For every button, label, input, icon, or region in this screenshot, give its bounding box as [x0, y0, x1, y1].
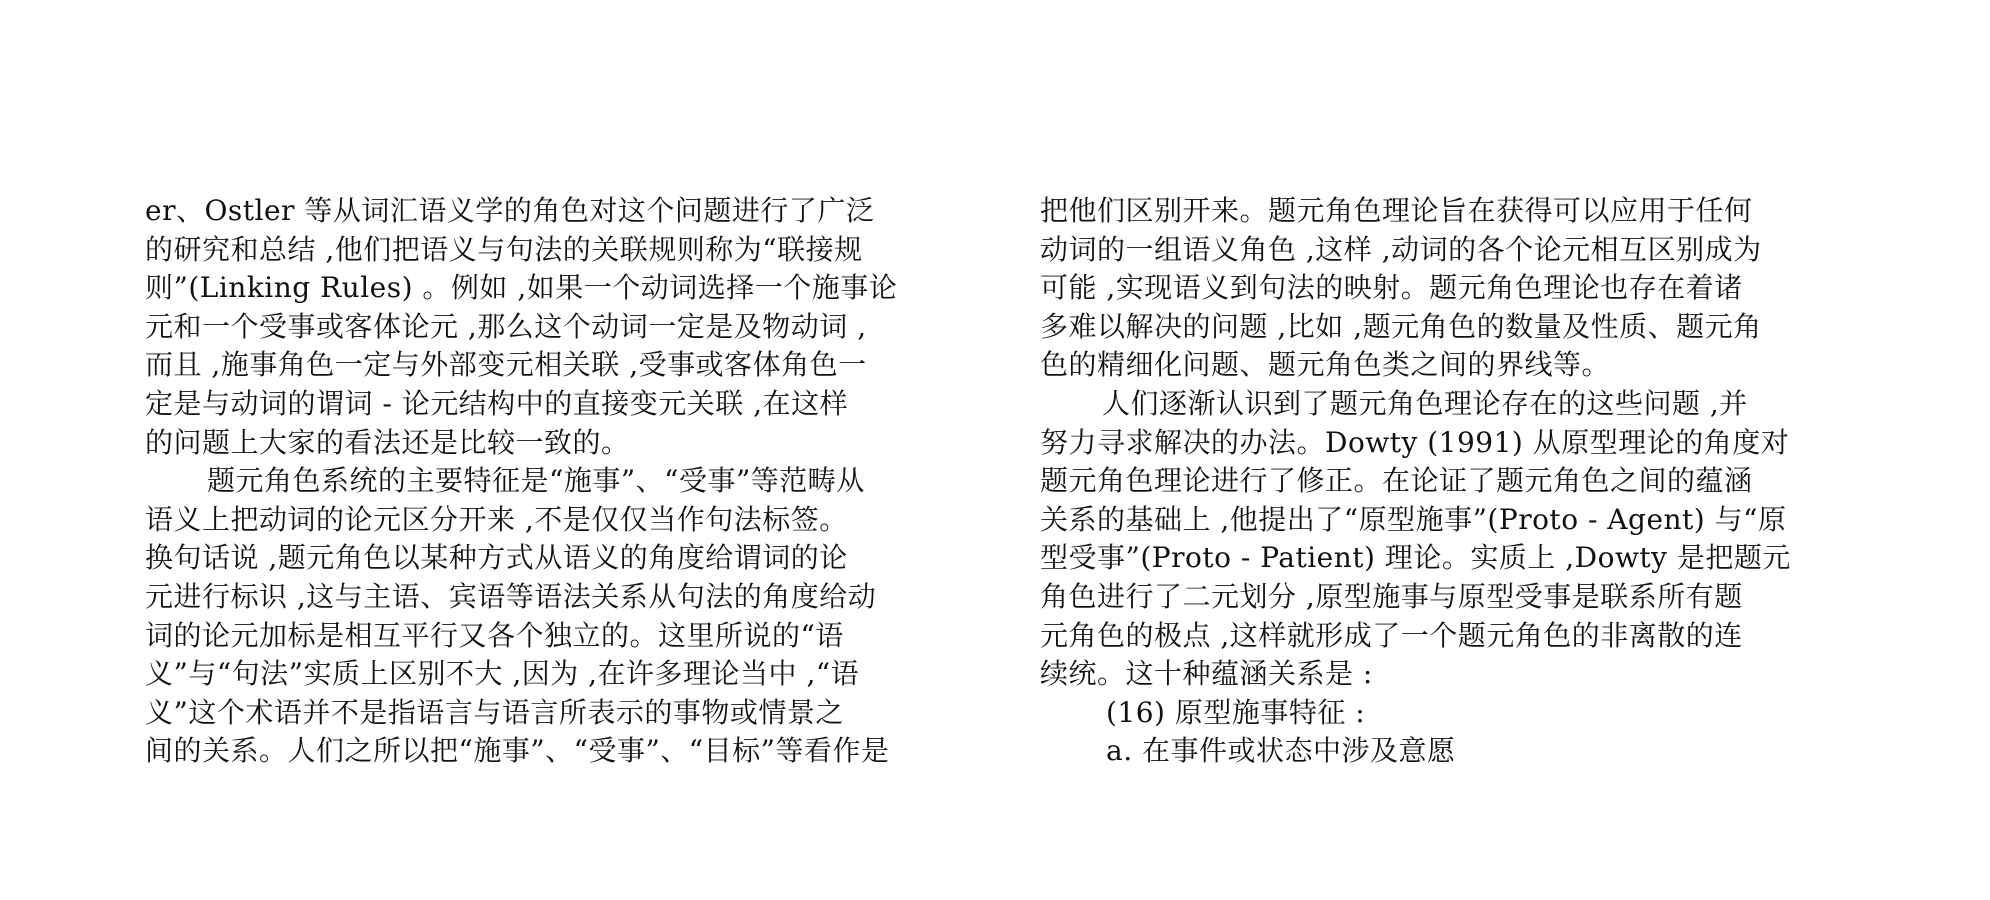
paragraph-first-line: 题元角色系统的主要特征是“施事”、“受事”等范畴从 — [207, 464, 865, 498]
text-line: 角色进行了二元划分 ,原型施事与原型受事是联系所有题 — [1040, 579, 1743, 613]
text-line: 续统。这十种蕴涵关系是 : — [1040, 657, 1373, 691]
text-line: 元和一个受事或客体论元 ,那么这个动词一定是及物动词 , — [145, 309, 867, 343]
text-line: 定是与动词的谓词 - 论元结构中的直接变元关联 ,在这样 — [145, 386, 849, 420]
text-line: 义”与“句法”实质上区别不大 ,因为 ,在许多理论当中 ,“语 — [145, 657, 860, 691]
text-line: 努力寻求解决的办法。Dowty (1991) 从原型理论的角度对 — [1040, 425, 1790, 459]
paragraph-first-line: 人们逐渐认识到了题元角色理论存在的这些问题 ,并 — [1102, 386, 1748, 420]
text-line: 的研究和总结 ,他们把语义与句法的关联规则称为“联接规 — [145, 232, 863, 266]
text-line: 则”(Linking Rules) 。例如 ,如果一个动词选择一个施事论 — [145, 271, 898, 305]
text-line: 色的精细化问题、题元角色类之间的界线等。 — [1040, 348, 1611, 382]
text-line: 的问题上大家的看法还是比较一致的。 — [145, 425, 630, 459]
text-line: 多难以解决的问题 ,比如 ,题元角色的数量及性质、题元角 — [1040, 309, 1762, 343]
example-heading: (16) 原型施事特征 : — [1106, 695, 1366, 729]
text-line: 可能 ,实现语义到句法的映射。题元角色理论也存在着诸 — [1040, 271, 1743, 305]
text-line: 把他们区别开来。题元角色理论旨在获得可以应用于任何 — [1040, 194, 1753, 227]
text-line: 型受事”(Proto - Patient) 理论。实质上 ,Dowty 是把题元 — [1040, 541, 1791, 575]
text-line: 元进行标识 ,这与主语、宾语等语法关系从句法的角度给动 — [145, 579, 877, 613]
text-line: 题元角色理论进行了修正。在论证了题元角色之间的蕴涵 — [1040, 464, 1753, 498]
text-line: 词的论元加标是相互平行又各个独立的。这里所说的“语 — [145, 618, 844, 652]
text-line: 动词的一组语义角色 ,这样 ,动词的各个论元相互区别成为 — [1040, 232, 1762, 266]
text-line: 而且 ,施事角色一定与外部变元相关联 ,受事或客体角色一 — [145, 348, 867, 382]
text-line: 关系的基础上 ,他提出了“原型施事”(Proto - Agent) 与“原 — [1040, 502, 1787, 536]
text-line: 间的关系。人们之所以把“施事”、“受事”、“目标”等看作是 — [145, 734, 890, 768]
text-line: 语义上把动词的论元区分开来 ,不是仅仅当作句法标签。 — [145, 502, 848, 536]
right-column — [1040, 192, 1865, 771]
text-line: 元角色的极点 ,这样就形成了一个题元角色的非离散的连 — [1040, 618, 1743, 652]
text-line: 义”这个术语并不是指语言与语言所表示的事物或情景之 — [145, 695, 844, 729]
text-line: er、Ostler 等从词汇语义学的角色对这个问题进行了广泛 — [145, 194, 875, 227]
example-item: a. 在事件或状态中涉及意愿 — [1106, 734, 1456, 768]
left-column — [145, 192, 970, 771]
text-line: 换句话说 ,题元角色以某种方式从语义的角度给谓词的论 — [145, 541, 848, 575]
